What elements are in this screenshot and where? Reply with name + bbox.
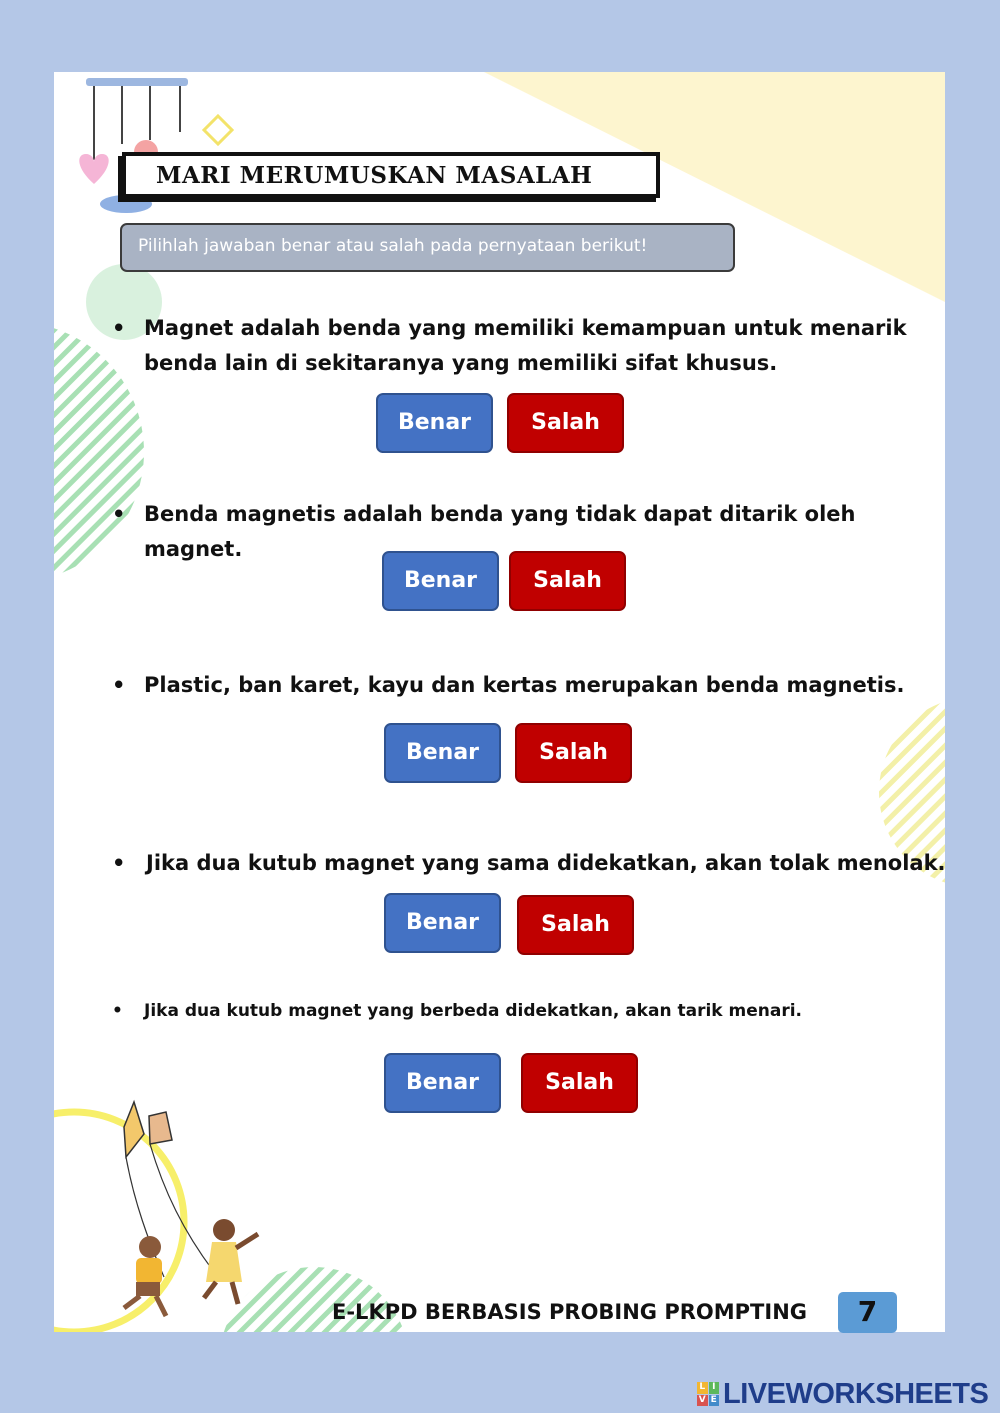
- question-1-line-2: benda lain di sekitaranya yang memiliki sifat khusus.: [144, 351, 778, 375]
- q2-salah-button[interactable]: Salah: [509, 551, 626, 611]
- q2-benar-button[interactable]: Benar: [382, 551, 499, 611]
- page-title: MARI MERUMUSKAN MASALAH: [156, 162, 593, 189]
- footer-title: E-LKPD BERBASIS PROBING PROMPTING: [332, 1300, 808, 1324]
- q5-benar-button[interactable]: Benar: [384, 1053, 501, 1113]
- liveworksheets-logo[interactable]: [697, 1377, 988, 1411]
- q1-salah-button[interactable]: Salah: [507, 393, 624, 453]
- q1-benar-button[interactable]: Benar: [376, 393, 493, 453]
- bullet: •: [112, 673, 126, 697]
- bullet: •: [112, 1001, 123, 1021]
- brand-name: LIVEWORKSHEETS: [723, 1377, 989, 1410]
- q5-salah-button[interactable]: Salah: [521, 1053, 638, 1113]
- page-number-badge: 7: [838, 1292, 897, 1333]
- question-2-line-2: magnet.: [144, 537, 243, 561]
- bullet: •: [112, 851, 126, 875]
- question-5-line-1: Jika dua kutub magnet yang berbeda didekatkan, akan tarik menari.: [144, 1001, 802, 1021]
- brand-logo-icon: L I V E: [697, 1382, 719, 1406]
- question-4-line-1: Jika dua kutub magnet yang sama didekatkan, akan tolak menolak.: [146, 851, 946, 875]
- bullet: •: [112, 316, 126, 340]
- q3-benar-button[interactable]: Benar: [384, 723, 501, 783]
- instruction-banner: Pilihlah jawaban benar atau salah pada pernyataan berikut!: [120, 223, 735, 272]
- question-3-line-1: Plastic, ban karet, kayu dan kertas merupakan benda magnetis.: [144, 673, 905, 697]
- q3-salah-button[interactable]: Salah: [515, 723, 632, 783]
- q4-benar-button[interactable]: Benar: [384, 893, 501, 953]
- bullet: •: [112, 502, 126, 526]
- question-1-line-1: Magnet adalah benda yang memiliki kemampuan untuk menarik: [144, 316, 907, 340]
- title-box: [122, 152, 660, 198]
- question-2-line-1: Benda magnetis adalah benda yang tidak dapat ditarik oleh: [144, 502, 856, 526]
- q4-salah-button[interactable]: Salah: [517, 895, 634, 955]
